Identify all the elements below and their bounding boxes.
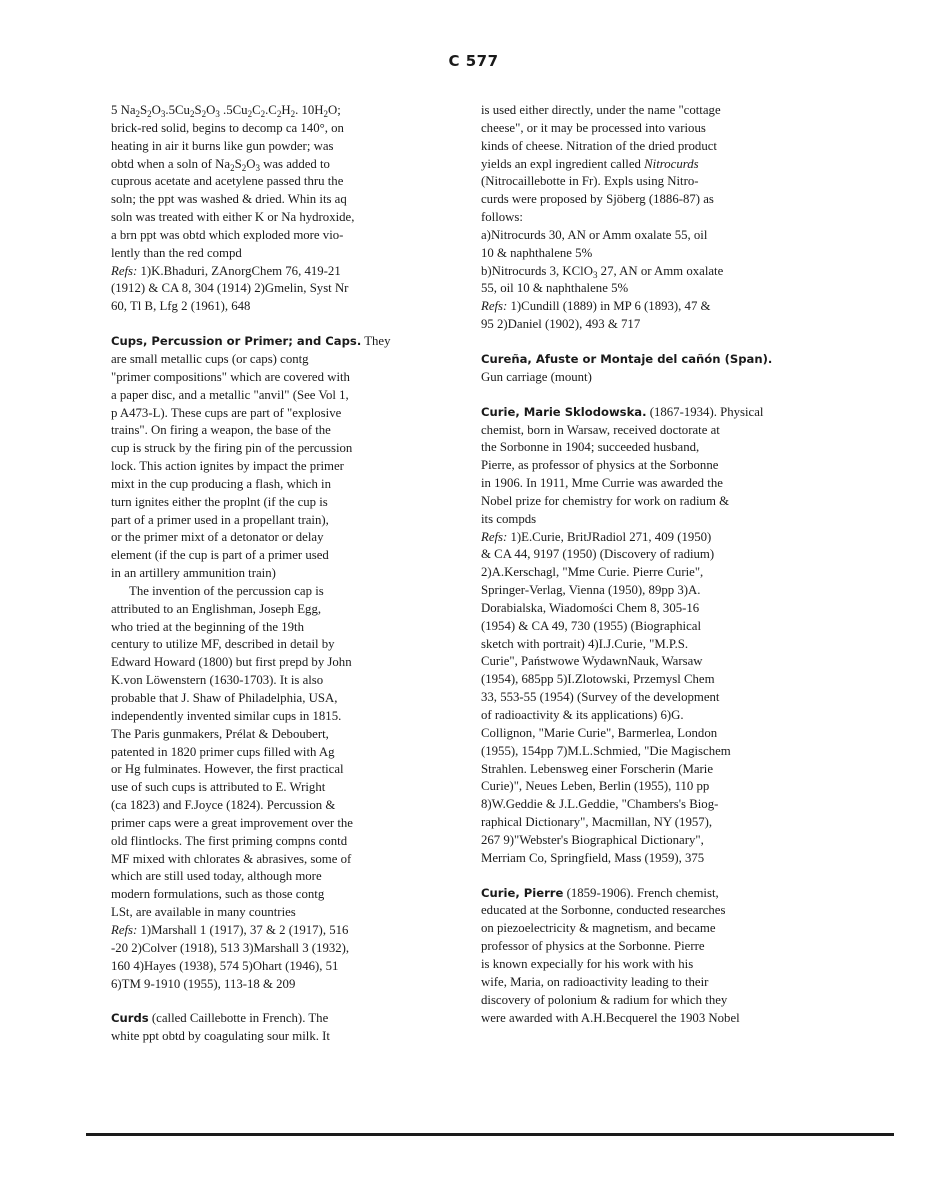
text-line: is known expecially for his work with his (481, 956, 694, 971)
entry-curds: Curds (called Caillebotte in French). The (111, 1011, 329, 1026)
text-line: cup is struck by the firing pin of the percussion (111, 441, 353, 456)
text-line: "primer compositions" which are covered with (111, 369, 350, 384)
text-line: yields an expl ingredient called Nitrocurds (481, 156, 699, 171)
text-line: or Hg fulminates. However, the first practical (111, 762, 344, 777)
text-line: trains". On firing a weapon, the base of the (111, 423, 331, 438)
refs-line: 95 2)Daniel (1902), 493 & 717 (481, 317, 641, 332)
text-line: lently than the red compd (111, 245, 242, 260)
text-line: a paper disc, and a metallic "anvil" (See Vol 1, (111, 387, 349, 402)
text-line: in 1906. In 1911, Mme Currie was awarded the (481, 476, 723, 491)
refs-line: Refs: 1)K.Bhaduri, ZAnorgChem 76, 419-21 (111, 263, 341, 278)
text-line: curds were proposed by Sjöberg (1886-87) as (481, 192, 714, 207)
text-line: The Paris gunmakers, Prélat & Deboubert, (111, 726, 329, 741)
left-column (111, 102, 431, 1046)
footer-rule (86, 1133, 894, 1136)
text-line: patented in 1820 primer cups filled with Ag (111, 744, 335, 759)
text-line: who tried at the beginning of the 19th (111, 619, 304, 634)
text-line: follows: (481, 210, 523, 225)
text-line: discovery of polonium & radium for which they (481, 992, 728, 1007)
text-line: mixt in the cup producing a flash, which in (111, 476, 331, 491)
text-line: The invention of the percussion cap is (129, 583, 324, 598)
refs-label: Refs: (111, 263, 138, 278)
entry-pierre-curie: Curie, Pierre (1859-1906). French chemist, (481, 885, 719, 900)
refs-line: & CA 44, 9197 (1950) (Discovery of radium) (481, 547, 715, 562)
text-line: heating in air it burns like gun powder; was (111, 138, 334, 153)
text-line: a brn ppt was obtd which exploded more vio- (111, 227, 344, 242)
entry-curena (481, 351, 813, 369)
text-line: (ca 1823) and F.Joyce (1824). Percussion & (111, 798, 336, 813)
entry-heading: Cureña, Afuste or Montaje del cañón (Span). (481, 351, 773, 366)
refs-label: Refs: (111, 922, 138, 937)
refs-line: of radioactivity & its applications) 6)G. (481, 708, 684, 722)
text-line: modern formulations, such as those contg (111, 887, 325, 902)
text-line: which are still used today, although more (111, 869, 322, 884)
text-line: kinds of cheese. Nitration of the dried product (481, 138, 717, 153)
text-line: 10 & naphthalene 5% (481, 245, 593, 260)
text-line: Nobel prize for chemistry for work on radium & (481, 493, 730, 508)
text-line: wife, Maria, on radioactivity leading to their (481, 974, 709, 989)
text-line: (Nitrocaillebotte in Fr). Expls using Nitro- (481, 174, 699, 189)
text-line: or the primer mixt of a detonator or delay (111, 530, 324, 545)
text-line: chemist, born in Warsaw, received doctorate at (481, 422, 720, 437)
refs-line: (1954), 685pp 5)I.Zlotowski, Przemysl Chem (481, 672, 715, 687)
refs-line: Dorabialska, Wiadomości Chem 8, 305-16 (481, 600, 700, 615)
refs-line: 2)A.Kerschagl, "Mme Curie. Pierre Curie", (481, 565, 704, 580)
text-line: its compds (481, 511, 537, 526)
text-line: were awarded with A.H.Becquerel the 1903 Nobel (481, 1010, 740, 1025)
refs-line: (1954) & CA 49, 730 (1955) (Biographical (481, 618, 702, 633)
refs-line: 267 9)"Webster's Biographical Dictionary", (481, 832, 704, 847)
text-line: probable that J. Shaw of Philadelphia, USA, (111, 691, 338, 705)
entry-marie-curie: Curie, Marie Sklodowska. (1867-1934). Physical (481, 404, 764, 419)
refs-line: -20 2)Colver (1918), 513 3)Marshall 3 (1932), (111, 940, 350, 955)
entry-heading: Curds (111, 1011, 149, 1026)
entry-heading: Curie, Pierre (481, 885, 564, 900)
refs-line: raphical Dictionary", Macmillan, NY (1957), (481, 815, 713, 830)
text-line: use of such cups is attributed to E. Wright (111, 780, 326, 795)
text-line: cuprous acetate and acetylene passed thru the (111, 174, 344, 189)
refs-line: 33, 553-55 (1954) (Survey of the development (481, 690, 720, 705)
text-line: Edward Howard (1800) but first prepd by John (111, 655, 352, 670)
refs-line: 8)W.Geddie & J.L.Geddie, "Chambers's Biog- (481, 797, 719, 812)
text-line: obtd when a soln of $Na_2S_2O_3$ was added to (111, 156, 330, 173)
page-number: C 577 (448, 52, 499, 70)
text-line: are small metallic cups (or caps) contg (111, 351, 309, 366)
refs-label: Refs: (481, 299, 508, 314)
refs-line: Curie", Państwowe WydawnNauk, Warsaw (481, 654, 703, 669)
text-line: is used either directly, under the name "cottage (481, 103, 721, 117)
text-line: Gun carriage (mount) (481, 369, 592, 384)
refs-line: sketch with portrait) 4)I.J.Curie, "M.P.S. (481, 636, 689, 651)
text-line: educated at the Sorbonne, conducted researches (481, 903, 726, 918)
refs-line: Collignon, "Marie Curie", Barmerlea, London (481, 725, 718, 740)
text-line: Pierre, as professor of physics at the Sorbonne (481, 458, 719, 473)
refs-line: Refs: 1)Marshall 1 (1917), 37 & 2 (1917), 516 (111, 922, 349, 937)
text-line: part of a primer used in a propellant train), (111, 512, 329, 527)
text-line: soln was treated with either K or Na hydroxide, (111, 210, 355, 225)
refs-line: Strahlen. Lebensweg einer Forscherin (Marie (481, 761, 714, 776)
refs-line: Refs: 1)E.Curie, BritJRadiol 271, 409 (1950) (481, 529, 712, 544)
refs-line: Springer-Verlag, Vienna (1950), 89pp 3)A. (481, 583, 701, 598)
refs-line: 6)TM 9-1910 (1955), 113-18 & 209 (111, 976, 296, 991)
refs-line: Curie)", Neues Leben, Berlin (1955), 110 pp (481, 779, 710, 794)
refs-line: Merriam Co, Springfield, Mass (1959), 375 (481, 850, 705, 865)
text-line: p A473-L). These cups are part of "explosive (111, 405, 342, 420)
refs-line: (1955), 154pp 7)M.L.Schmied, "Die Magischem (481, 743, 731, 758)
text-line: turn ignites either the proplnt (if the cup is (111, 494, 328, 509)
text-line: brick-red solid, begins to decomp ca 140°, on (111, 120, 344, 135)
text-line: a)Nitrocurds 30, AN or Amm oxalate 55, oil (481, 227, 708, 242)
refs-line: 160 4)Hayes (1938), 574 5)Ohart (1946), 51 (111, 958, 339, 973)
right-column (481, 102, 813, 1027)
text-line: on piezoelectricity & magnetism, and became (481, 921, 716, 936)
text-line: MF mixed with chlorates & abrasives, some of (111, 851, 352, 866)
text-line: 55, oil 10 & naphthalene 5% (481, 281, 629, 296)
text-line: in an artillery ammunition train) (111, 566, 276, 581)
entry-cups: Cups, Percussion or Primer; and Caps. They (111, 334, 391, 349)
text-line: b)Nitrocurds 3, KClO$_3$ 27, AN or Amm oxalate (481, 263, 724, 280)
text-line: century to utilize MF, described in detail by (111, 637, 335, 652)
text-line: element (if the cup is part of a primer used (111, 548, 329, 563)
entry-heading: Curie, Marie Sklodowska. (481, 404, 647, 419)
text-line: professor of physics at the Sorbonne. Pierre (481, 939, 705, 954)
text-line: LSt, are available in many countries (111, 905, 296, 920)
entry-heading: Cups, Percussion or Primer; and Caps. (111, 334, 362, 349)
refs-line: 60, Tl B, Lfg 2 (1961), 648 (111, 299, 251, 314)
text-line: primer caps were a great improvement over the (111, 815, 353, 830)
refs-line: (1912) & CA 8, 304 (1914) 2)Gmelin, Syst Nr (111, 281, 349, 296)
text-line: cheese", or it may be processed into various (481, 120, 706, 135)
text-line: lock. This action ignites by impact the primer (111, 459, 344, 474)
text-line: white ppt obtd by coagulating sour milk. It (111, 1029, 330, 1044)
refs-line: Refs: 1)Cundill (1889) in MP 6 (1893), 47 & (481, 299, 711, 314)
formula-line: 5 $Na_2S_2O_3.5Cu_2S_2O_3$ $.5Cu_2C_2.C_2H_2$. $10H_2O$; (111, 103, 341, 119)
text-line: old flintlocks. The first priming compns contd (111, 833, 348, 848)
text-line: soln; the ppt was washed & dried. Whin its aq (111, 192, 347, 207)
text-line: the Sorbonne in 1904; succeeded husband, (481, 440, 700, 455)
text-line: attributed to an Englishman, Joseph Egg, (111, 601, 322, 616)
text-line: K.von Löwenstern (1630-1703). It is also (111, 673, 324, 688)
refs-label: Refs: (481, 529, 508, 544)
text-line: independently invented similar cups in 1815. (111, 708, 342, 723)
